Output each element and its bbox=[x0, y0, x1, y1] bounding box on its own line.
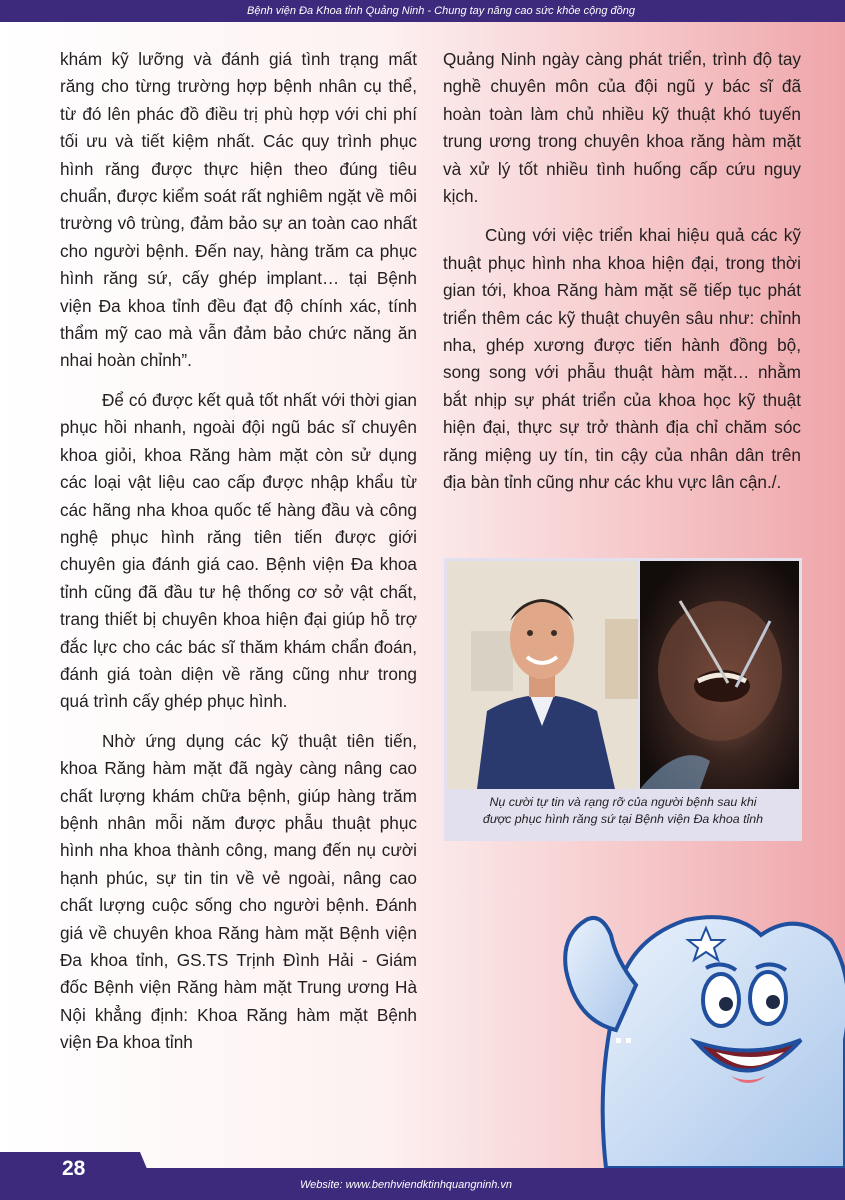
patient-photo-illustration bbox=[447, 561, 638, 789]
website-text: Website: www.benhviendktinhquangninh.vn bbox=[300, 1179, 512, 1191]
page-number: 28 bbox=[62, 1157, 86, 1180]
right-paragraph-1: Quảng Ninh ngày càng phát triển, trình độ tay nghề chuyên môn của đội ngũ y bác sĩ đã hoàn toàn làm chủ nhiều kỹ thuật khó tuyến trung ương trong chuyên khoa răng hàm mặt và xử lý tốt nhiều tình huống cấp cứu nguy kịch. bbox=[443, 49, 801, 207]
header-title: Bệnh viện Đa Khoa tỉnh Quảng Ninh - Chung tay nâng cao sức khỏe cộng đồng bbox=[247, 5, 635, 17]
dental-procedure-illustration bbox=[640, 561, 799, 789]
dental-procedure-photo bbox=[640, 561, 799, 789]
right-column bbox=[443, 46, 801, 509]
tooth-mascot-icon bbox=[556, 880, 845, 1168]
left-column bbox=[60, 46, 417, 1069]
patient-photo bbox=[447, 561, 638, 789]
header-bar bbox=[0, 0, 845, 22]
left-paragraph-3: Nhờ ứng dụng các kỹ thuật tiên tiến, khoa Răng hàm mặt đã ngày càng nâng cao chất lượng khám chữa bệnh, giúp hàng trăm bệnh nhân mỗi năm được phẫu thuật phục hình nha khoa thành công, mang đến nụ cười hạnh phúc, sự tin tin về vẻ ngoài, nâng cao chất lượng cuộc sống cho người bệnh. Đánh giá về chuyên khoa Răng hàm mặt Bệnh viện Đa khoa tỉnh, GS.TS Trịnh Đình Hải - Giám đốc Bệnh viện Răng hàm mặt Trung ương Hà Nội khẳng định: Khoa Răng hàm mặt Bệnh viện Đa khoa tỉnh bbox=[60, 730, 417, 1053]
caption-line-2: được phục hình răng sứ tại Bệnh viện Đa khoa tỉnh bbox=[482, 812, 764, 826]
figure bbox=[444, 558, 802, 841]
right-paragraph-2: Cùng với việc triển khai hiệu quả các kỹ thuật phục hình nha khoa hiện đại, trong thời gian tới, khoa Răng hàm mặt sẽ tiếp tục phát triển thêm các kỹ thuật chuyên sâu như: chỉnh nha, ghép xương được tiến hành đồng bộ, song song với phẫu thuật hàm mặt… nhằm bắt nhịp sự phát triển của khoa học kỹ thuật hiện đại, thực sự trở thành địa chỉ chăm sóc răng miệng uy tín, tin cậy của nhân dân trên địa bàn tỉnh cũng như các khu vực lân cận./. bbox=[443, 225, 801, 493]
left-paragraph-2: Để có được kết quả tốt nhất với thời gian phục hồi nhanh, ngoài đội ngũ bác sĩ chuyên khoa giỏi, khoa Răng hàm mặt còn sử dụng các loại vật liệu cao cấp được nhập khẩu từ các hãng nha khoa quốc tế hàng đầu và công nghệ phục hình răng tiên tiến được giới chuyên gia đánh giá cao. Bệnh viện Đa khoa tỉnh cũng đã đầu tư hệ thống cơ sở vật chất, trang thiết bị chuyên khoa hiện đại giúp hỗ trợ đắc lực cho các bác sĩ thăm khám chẩn đoán, đánh giá toàn diện về răng cũng như trong quá trình cấy ghép phục hình. bbox=[60, 389, 417, 712]
caption-line-1: Nụ cười tự tin và rạng rỡ của người bệnh sau khi bbox=[489, 795, 757, 809]
figure-caption bbox=[444, 794, 802, 828]
left-paragraph-1: khám kỹ lưỡng và đánh giá tình trạng mất răng cho từng trường hợp bệnh nhân cụ thể, từ đó lên phác đồ điều trị phù hợp với chi phí tối ưu và tiết kiệm nhất. Các quy trình phục hình răng được thực hiện theo đúng tiêu chuẩn, được kiểm soát rất nghiêm ngặt về môi trường vô trùng, đảm bảo sự an toàn cao nhất cho người bệnh. Đến nay, hàng trăm ca phục hình răng sứ, cấy ghép implant… tại Bệnh viện Đa khoa tỉnh đều đạt độ chính xác, tính thẩm mỹ cao mà vẫn đảm bảo chức năng ăn nhai hoàn chỉnh”. bbox=[60, 49, 417, 371]
